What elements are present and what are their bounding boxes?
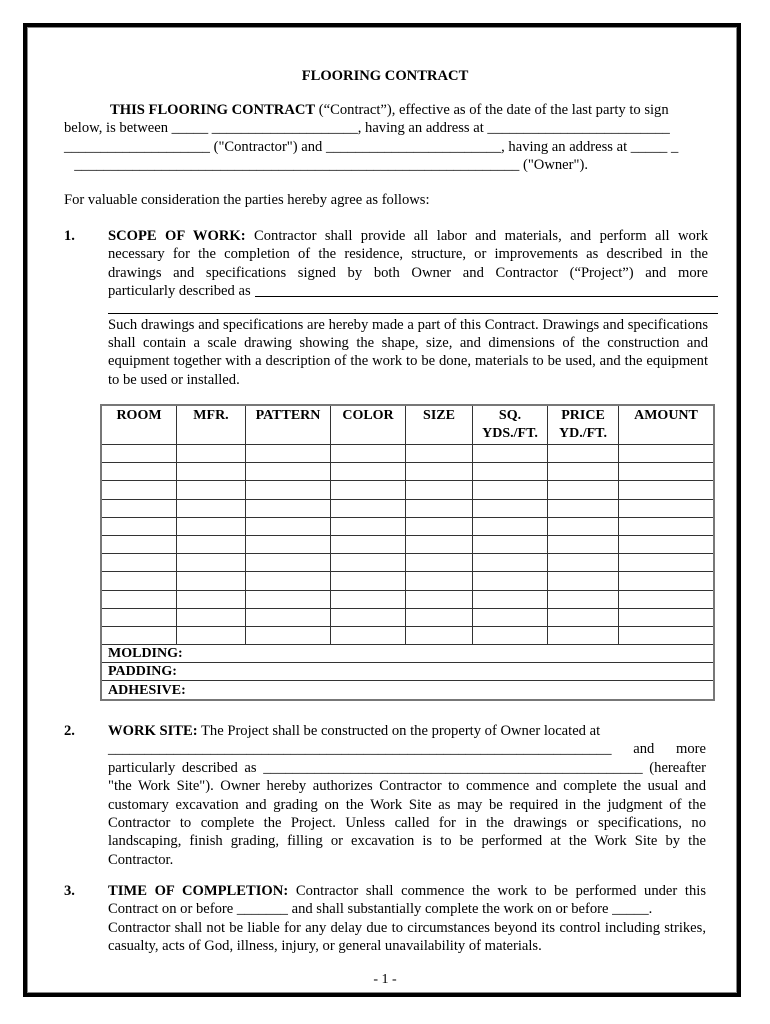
section-2-line-2: _____________________________________________________________________ and more (108, 741, 706, 758)
section-time-of-completion (64, 882, 706, 956)
padding-label: PADDING: (101, 663, 714, 681)
col-header-price-yd-ft (548, 405, 619, 445)
table-cell[interactable] (548, 554, 619, 572)
table-cell[interactable] (246, 517, 331, 535)
table-cell[interactable] (246, 590, 331, 608)
table-cell[interactable] (331, 572, 406, 590)
header-text: SIZE (423, 408, 455, 423)
header-text: YDS./FT. (482, 426, 538, 441)
table-cell[interactable] (101, 481, 177, 499)
section-1-line-2: necessary for the completion of the residence, structure, or improvements as described in the (108, 246, 708, 263)
page-number: - 1 - (373, 972, 397, 987)
table-cell[interactable] (177, 499, 246, 517)
table-cell[interactable] (177, 463, 246, 481)
document-title: FLOORING CONTRACT (301, 68, 469, 84)
col-header-amount (619, 405, 715, 445)
intro-paragraph (64, 101, 698, 175)
table-cell[interactable] (246, 626, 331, 644)
section-number: 3. (64, 883, 75, 899)
table-cell[interactable] (406, 499, 473, 517)
col-header-color (331, 405, 406, 445)
table-row (101, 572, 714, 590)
table-cell[interactable] (406, 463, 473, 481)
table-cell[interactable] (619, 554, 715, 572)
header-text: PATTERN (255, 408, 321, 423)
table-cell[interactable] (548, 499, 619, 517)
table-row (101, 445, 714, 463)
table-row (101, 481, 714, 499)
table-cell[interactable] (619, 626, 715, 644)
table-cell[interactable] (101, 590, 177, 608)
table-row (101, 608, 714, 626)
header-text: MFR. (193, 408, 229, 423)
table-cell[interactable] (619, 499, 715, 517)
table-cell[interactable] (619, 463, 715, 481)
section-number: 1. (64, 228, 75, 244)
table-cell[interactable] (177, 554, 246, 572)
table-cell[interactable] (473, 445, 548, 463)
table-cell[interactable] (101, 499, 177, 517)
table-cell[interactable] (246, 572, 331, 590)
table-cell[interactable] (548, 572, 619, 590)
table-row (101, 535, 714, 553)
molding-label: MOLDING: (101, 645, 714, 663)
table-cell[interactable] (246, 535, 331, 553)
table-cell[interactable] (246, 499, 331, 517)
header-text: COLOR (342, 408, 394, 423)
col-header-sq-yds-ft (473, 405, 548, 445)
table-cell[interactable] (331, 626, 406, 644)
table-cell[interactable] (177, 481, 246, 499)
table-cell[interactable] (473, 608, 548, 626)
table-cell[interactable] (548, 445, 619, 463)
table-cell[interactable] (331, 445, 406, 463)
table-cell[interactable] (406, 445, 473, 463)
adhesive-label: ADHESIVE: (101, 681, 714, 700)
table-cell[interactable] (473, 481, 548, 499)
section-1-line-4-text: particularly described as (108, 283, 251, 300)
header-text: PRICE (561, 408, 605, 423)
table-cell[interactable] (619, 572, 715, 590)
table-cell[interactable] (331, 481, 406, 499)
table-cell[interactable] (177, 626, 246, 644)
section-1-line-1-text: Contractor shall provide all labor and materials, and perform all work (245, 228, 709, 244)
section-3-line-2: Contract on or before _______ and shall substantially complete the work on or before _____. (108, 901, 653, 918)
table-cell[interactable] (177, 608, 246, 626)
table-cell[interactable] (406, 554, 473, 572)
table-cell[interactable] (548, 535, 619, 553)
header-text: SQ. (498, 408, 522, 423)
table-cell[interactable] (246, 445, 331, 463)
blank-line (108, 301, 718, 314)
table-cell[interactable] (619, 445, 715, 463)
header-text: AMOUNT (634, 408, 698, 423)
table-cell[interactable] (331, 499, 406, 517)
section-scope-of-work (64, 227, 708, 389)
table-cell[interactable] (619, 481, 715, 499)
table-cell[interactable] (406, 626, 473, 644)
table-cell[interactable] (177, 517, 246, 535)
table-cell[interactable] (101, 554, 177, 572)
flooring-items-table (100, 404, 715, 701)
table-cell[interactable] (619, 535, 715, 553)
table-row (101, 626, 714, 644)
table-cell[interactable] (548, 626, 619, 644)
section-3-rest: Contractor shall not be liable for any delay due to circumstances beyond its control including strikes, casualty, acts of God, illness, injury, or general unavailability of materials. (108, 919, 706, 955)
table-cell[interactable] (473, 499, 548, 517)
section-1-line-3: drawings and specifications signed by both Owner and Contractor (“Project”) and more (108, 264, 708, 281)
table-cell[interactable] (548, 590, 619, 608)
table-cell[interactable] (473, 463, 548, 481)
section-number: 2. (64, 723, 75, 739)
table-body (101, 445, 714, 645)
table-cell[interactable] (331, 463, 406, 481)
section-1-line-4 (108, 282, 708, 300)
table-cell[interactable] (101, 626, 177, 644)
intro-line-3: ____________________ ("Contractor") and ________________________, having an address at _____ _ (64, 138, 679, 155)
table-cell[interactable] (548, 517, 619, 535)
table-cell[interactable] (246, 554, 331, 572)
section-1-line-1 (108, 227, 708, 245)
intro-line-2: below, is between _____ ____________________, having an address at _________________________ (64, 120, 670, 137)
section-2-line-1 (108, 722, 706, 740)
table-cell[interactable] (406, 481, 473, 499)
table-cell[interactable] (406, 517, 473, 535)
header-text: YD./FT. (559, 426, 607, 441)
table-row-padding (101, 663, 714, 681)
intro-lead: THIS FLOORING CONTRACT (110, 102, 316, 118)
table-cell[interactable] (331, 535, 406, 553)
col-header-pattern (246, 405, 331, 445)
table-header-row (101, 405, 714, 445)
table-cell[interactable] (177, 572, 246, 590)
table-cell[interactable] (246, 608, 331, 626)
section-1-para-2: Such drawings and specifications are hereby made a part of this Contract. Drawings and specifications shall contain a scale drawing showing the shape, size, and dimensions of the construction and equipment together with a description of the work to be done, materials to be used, and the equipment to be used or installed. (108, 316, 708, 388)
blank-line (255, 282, 718, 296)
table-cell[interactable] (406, 535, 473, 553)
table-row (101, 499, 714, 517)
table-cell[interactable] (473, 572, 548, 590)
section-2-rest: "the Work Site"). Owner hereby authorizes Contractor to commence and complete the usual and customary excavation and grading on the Work Site as may be required in the judgment of the Contractor to complete the Project. Unless called for in the drawings or specifications, no landscaping, finish grading, filling or excavation is to be performed at the Work Site by the Contractor. (108, 778, 706, 868)
section-3-line-1-text: Contractor shall commence the work to be performed under this (288, 883, 707, 899)
col-header-mfr (177, 405, 246, 445)
table-cell[interactable] (331, 590, 406, 608)
table-cell[interactable] (619, 608, 715, 626)
table-cell[interactable] (331, 517, 406, 535)
table-cell[interactable] (406, 590, 473, 608)
section-3-line-1 (108, 882, 706, 900)
table-cell[interactable] (246, 463, 331, 481)
section-heading: WORK SITE: (108, 723, 198, 739)
col-header-room (101, 405, 177, 445)
table-cell[interactable] (331, 554, 406, 572)
table-row (101, 463, 714, 481)
table-cell[interactable] (177, 590, 246, 608)
section-2-line-1-text: The Project shall be constructed on the property of Owner located at (197, 723, 601, 739)
intro-line-4: _____________________________________________________________ ("Owner"). (74, 157, 588, 174)
table-cell[interactable] (101, 535, 177, 553)
section-work-site (64, 722, 706, 869)
section-2-line-3: particularly described as ____________________________________________________ (hereafter (108, 759, 706, 776)
header-text: ROOM (116, 408, 162, 423)
table-cell[interactable] (177, 535, 246, 553)
table-cell[interactable] (548, 481, 619, 499)
table-row (101, 517, 714, 535)
table-cell[interactable] (101, 445, 177, 463)
table-cell[interactable] (406, 608, 473, 626)
table-cell[interactable] (473, 626, 548, 644)
table-cell[interactable] (101, 463, 177, 481)
table-row-molding (101, 645, 714, 663)
table-cell[interactable] (246, 481, 331, 499)
table-cell[interactable] (331, 608, 406, 626)
table-cell[interactable] (473, 590, 548, 608)
table-row (101, 554, 714, 572)
intro-line-1 (64, 101, 698, 119)
table-cell[interactable] (548, 608, 619, 626)
table-cell[interactable] (177, 445, 246, 463)
table-cell[interactable] (548, 463, 619, 481)
section-heading: SCOPE OF WORK: (108, 228, 246, 244)
table-cell[interactable] (406, 572, 473, 590)
table-cell[interactable] (619, 517, 715, 535)
table-row-adhesive (101, 681, 714, 700)
section-heading: TIME OF COMPLETION: (108, 883, 289, 899)
consideration-text: For valuable consideration the parties hereby agree as follows: (64, 192, 430, 208)
table-cell[interactable] (101, 517, 177, 535)
col-header-size (406, 405, 473, 445)
table-cell[interactable] (101, 608, 177, 626)
table-cell[interactable] (619, 590, 715, 608)
table-row (101, 590, 714, 608)
table-cell[interactable] (473, 517, 548, 535)
table-cell[interactable] (473, 535, 548, 553)
intro-line-1-text: (“Contract”), effective as of the date of the last party to sign (315, 102, 669, 118)
table-cell[interactable] (101, 572, 177, 590)
table-cell[interactable] (473, 554, 548, 572)
